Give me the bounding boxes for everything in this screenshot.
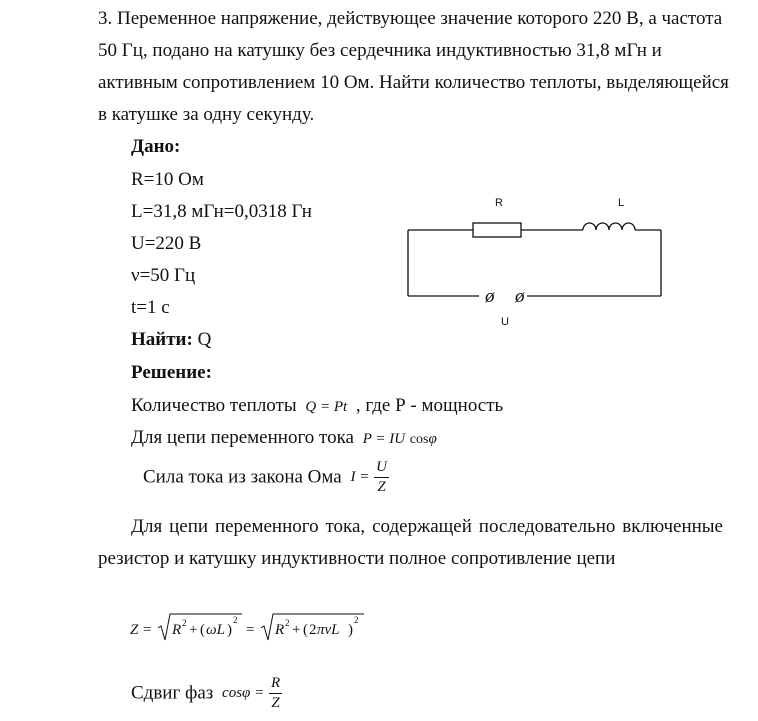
svg-text:(: (: [200, 622, 205, 638]
problem-line-1: 3. Переменное напряжение, действующее значение которого 220 В, а частота: [98, 8, 723, 29]
problem-line-2: 50 Гц, подано на катушку без сердечника индуктивностью 31,8 мГн и: [98, 40, 662, 61]
inductor-symbol: [583, 223, 635, 230]
current-numerator: U: [374, 460, 389, 478]
current-line: [143, 460, 389, 495]
power-formula-lhs: P = IU: [362, 431, 406, 447]
svg-text:=: =: [143, 622, 152, 638]
svg-text:+: +: [189, 622, 198, 638]
given-item-r: R=10 Ом: [131, 169, 204, 190]
svg-text:+: +: [292, 622, 301, 638]
power-formula-cos: cos: [409, 432, 429, 447]
svg-text:2: 2: [233, 615, 238, 625]
svg-text:R: R: [172, 622, 182, 638]
given-item-u: U=220 В: [131, 233, 202, 254]
given-item-l: L=31,8 мГн=0,0318 Гн: [131, 201, 312, 222]
phase-fraction: [269, 676, 282, 711]
solution-heading: Решение:: [131, 362, 212, 383]
current-denominator: Z: [377, 479, 386, 495]
current-lhs: I =: [350, 469, 370, 485]
svg-text:ωL: ωL: [206, 622, 225, 638]
heat-formula: Q = Pt: [305, 399, 348, 415]
current-fraction: [374, 460, 389, 495]
phase-denominator: Z: [271, 695, 280, 711]
find-value: Q: [197, 329, 212, 350]
power-formula-phi: φ: [428, 431, 437, 447]
svg-text:): ): [348, 622, 353, 638]
given-item-nu: ν=50 Гц: [131, 265, 196, 286]
para-line-2: резистор и катушку индуктивности полное сопротивление цепи: [98, 548, 616, 569]
svg-text:2: 2: [354, 615, 359, 625]
para-line-1: Для цепи переменного тока, содержащей последовательно включенные: [131, 516, 723, 537]
resistor-symbol: [473, 223, 521, 237]
svg-text:2: 2: [182, 618, 187, 628]
svg-text:Z: Z: [130, 622, 139, 638]
circuit-label-l: L: [617, 197, 625, 209]
terminal-left: ø: [485, 286, 495, 307]
power-text: Для цепи переменного тока: [131, 427, 354, 448]
problem-line-4: в катушке за одну секунду.: [98, 104, 315, 125]
svg-text:=: =: [246, 622, 255, 638]
svg-text:(: (: [303, 622, 308, 638]
current-text: Сила тока из закона Ома: [143, 466, 342, 488]
impedance-formula: [128, 606, 368, 646]
power-line: [131, 427, 437, 449]
svg-text:R: R: [275, 622, 285, 638]
circuit-diagram: [395, 185, 685, 335]
circuit-label-r: R: [495, 197, 503, 209]
given-item-t: t=1 с: [131, 297, 170, 318]
svg-text:): ): [227, 622, 232, 638]
find-label: Найти:: [131, 329, 193, 350]
circuit-label-u: U: [501, 316, 509, 328]
heat-line: [131, 395, 503, 417]
find-line: [131, 329, 211, 351]
phase-line: [131, 676, 282, 711]
given-heading: Дано:: [131, 136, 181, 157]
phase-lhs: cosφ =: [222, 685, 265, 701]
svg-text:πνL: πνL: [317, 622, 340, 638]
heat-text: Количество теплоты: [131, 395, 297, 416]
heat-tail: , где Р - мощность: [355, 395, 504, 416]
phase-text: Сдвиг фаз: [131, 682, 214, 704]
svg-text:2: 2: [285, 618, 290, 628]
phase-numerator: R: [269, 676, 282, 694]
terminal-right: ø: [515, 286, 525, 307]
svg-text:2: 2: [309, 622, 317, 638]
problem-line-3: активным сопротивлением 10 Ом. Найти количество теплоты, выделяющейся: [98, 72, 729, 93]
